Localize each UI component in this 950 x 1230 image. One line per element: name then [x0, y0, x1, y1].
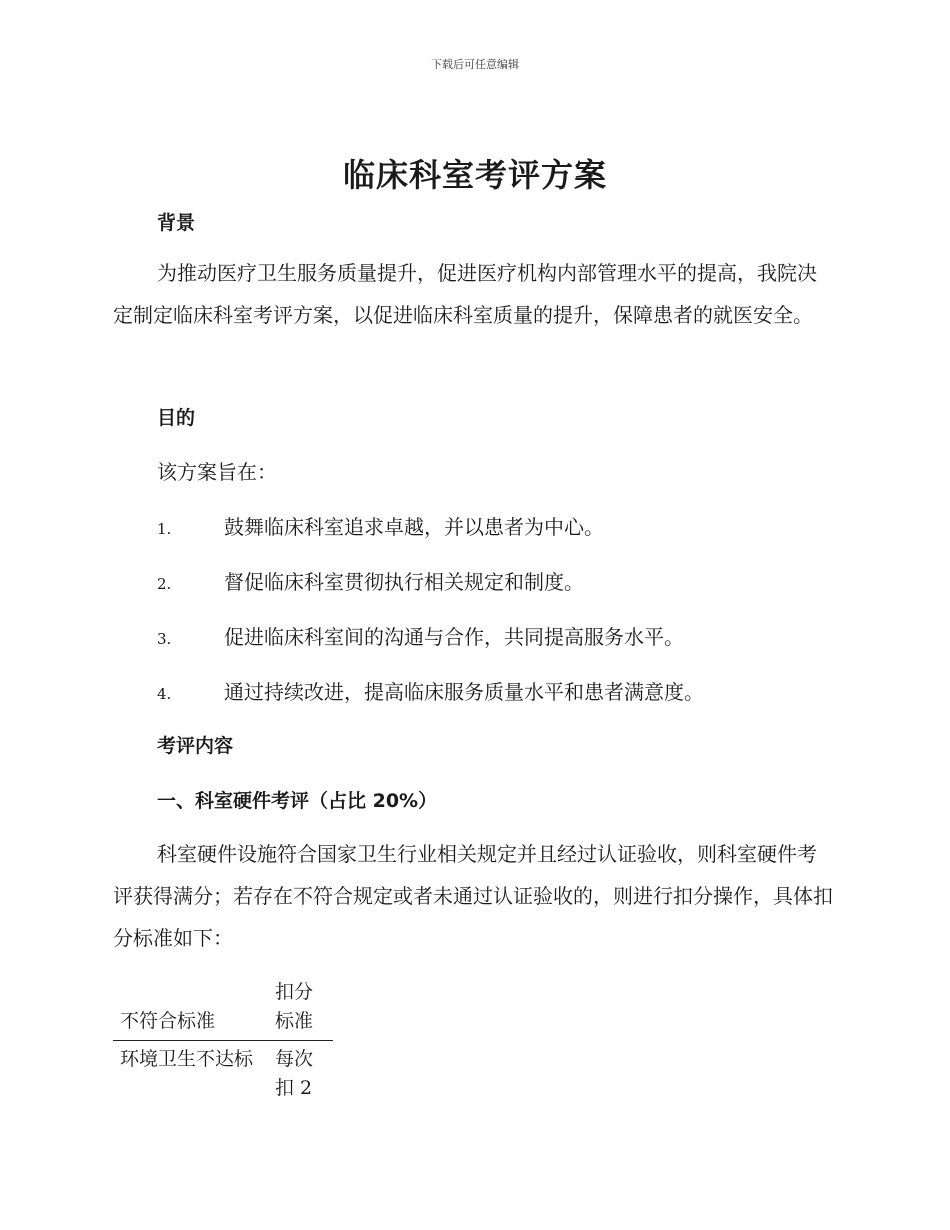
list-item-number: 3.	[157, 630, 172, 648]
deduction-table	[113, 978, 333, 1103]
table-header-row	[113, 978, 333, 1041]
list-item-text: 督促临床科室贯彻执行相关规定和制度。	[224, 570, 584, 594]
page-header: 下载后可任意编辑	[431, 58, 519, 71]
purpose-intro: 该方案旨在：	[157, 460, 277, 484]
list-item-text: 促进临床科室间的沟通与合作，共同提高服务水平。	[224, 625, 684, 649]
table-cell: 每次扣 2	[275, 1048, 314, 1099]
list-item	[157, 621, 684, 650]
table-row	[113, 1041, 333, 1104]
list-item-number: 2.	[157, 575, 172, 593]
section-heading-content: 考评内容	[157, 735, 234, 757]
list-item	[157, 511, 604, 540]
table-header-cell: 扣分标准	[268, 978, 333, 1041]
section-heading-background: 背景	[157, 212, 196, 234]
list-item-number: 4.	[157, 685, 172, 703]
table-cell: 环境卫生不达标	[120, 1048, 254, 1070]
table-header-cell: 不符合标准	[113, 978, 268, 1041]
subsection-heading-hardware: 一、科室硬件考评（占比 20%）	[157, 790, 438, 812]
section-heading-purpose: 目的	[157, 407, 196, 429]
background-paragraph	[113, 252, 833, 336]
list-item	[157, 676, 704, 705]
list-item-number: 1.	[157, 520, 172, 538]
hardware-paragraph-text: 科室硬件设施符合国家卫生行业相关规定并且经过认证验收，则科室硬件考评获得满分；若存在不符合规定或者未通过认证验收的，则进行扣分操作，具体扣分标准如下：	[113, 842, 833, 950]
list-item-text: 鼓舞临床科室追求卓越，并以患者为中心。	[224, 515, 604, 539]
hardware-paragraph	[113, 833, 833, 959]
background-paragraph-text: 为推动医疗卫生服务质量提升，促进医疗机构内部管理水平的提高，我院决定制定临床科室考评方案，以促进临床科室质量的提升，保障患者的就医安全。	[113, 261, 817, 327]
list-item-text: 通过持续改进，提高临床服务质量水平和患者满意度。	[224, 680, 704, 704]
list-item	[157, 566, 584, 595]
document-title: 临床科室考评方案	[342, 156, 607, 194]
